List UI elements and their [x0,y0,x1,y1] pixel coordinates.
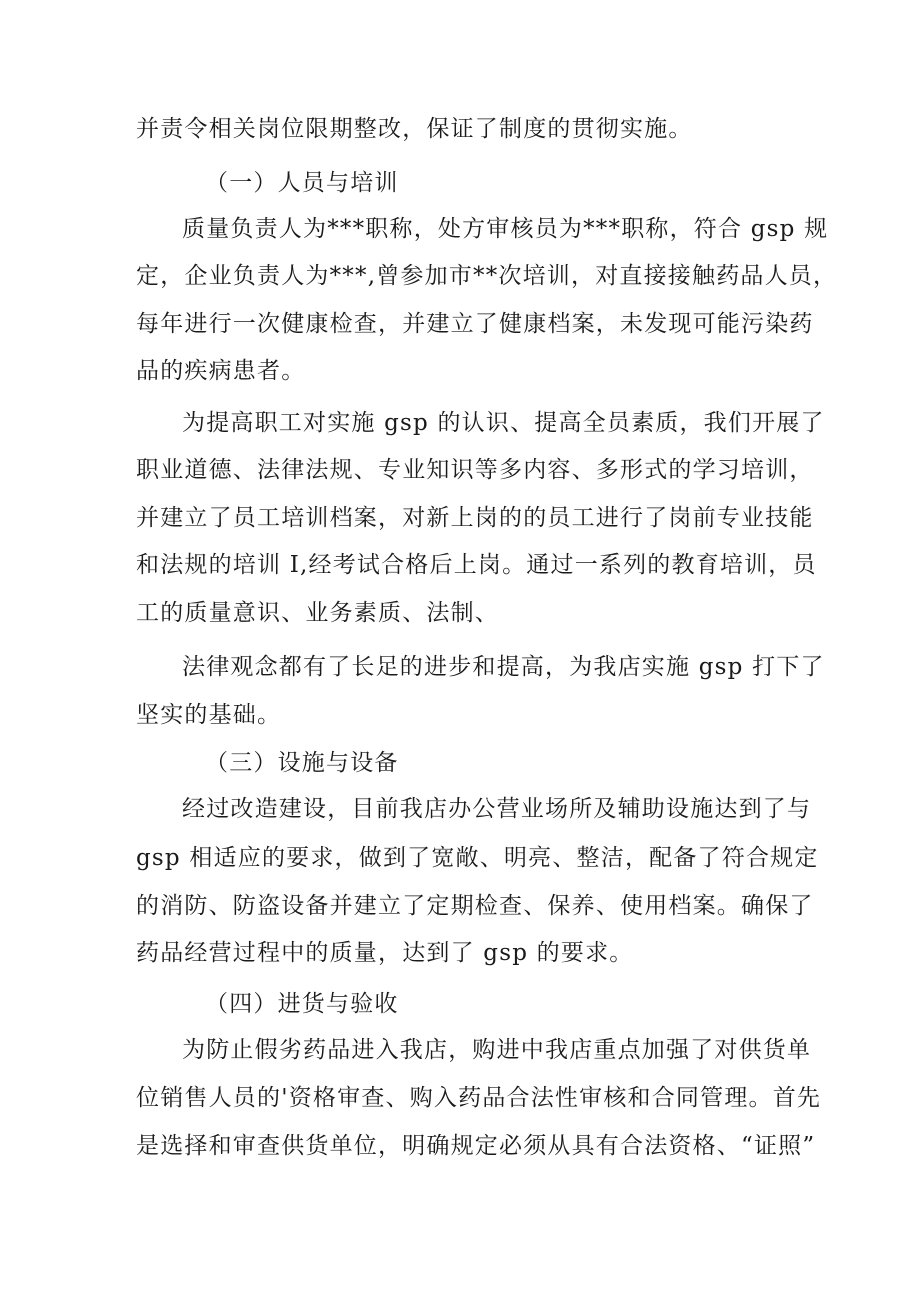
paragraph-line: 每年进行一次健康检查，并建立了健康档案，未发现可能污染药 [136,311,814,337]
section-heading-personnel: （一）人员与培训 [205,170,399,196]
paragraph-line: 药品经营过程中的质量，达到了 gsp 的要求。 [136,940,634,966]
paragraph-line: 法律观念都有了长足的进步和提高，为我店实施 gsp 打下了 [182,654,825,680]
paragraph-line: 坚实的基础。 [136,702,282,728]
paragraph-line: 的消防、防盗设备并建立了定期检查、保养、使用档案。确保了 [136,893,814,919]
paragraph-line: 经过改造建设，目前我店办公营业场所及辅助设施达到了与 [182,796,812,822]
paragraph-line: 质量负责人为***职称，处方审核员为***职称，符合 gsp 规 [182,216,829,242]
paragraph-line: gsp 相适应的要求，做到了宽敞、明亮、整洁，配备了符合规定 [136,845,819,871]
paragraph-line: 为提高职工对实施 gsp 的认识、提高全员素质，我们开展了 [182,410,825,436]
paragraph-line: 定，企业负责人为***,曾参加市**次培训，对直接接触药品人员， [136,263,838,289]
paragraph-line: 和法规的培训 I,经考试合格后上岗。通过一系列的教育培训，员 [136,552,817,578]
section-heading-purchasing: （四）进货与验收 [205,991,399,1017]
paragraph-line: 职业道德、法律法规、专业知识等多内容、多形式的学习培训， [136,457,814,483]
paragraph-line: 并建立了员工培训档案，对新上岗的的员工进行了岗前专业技能 [136,505,814,531]
paragraph-line: 并责令相关岗位限期整改，保证了制度的贯彻实施。 [136,116,693,142]
paragraph-line: 工的质量意识、业务素质、法制、 [136,600,499,626]
paragraph-line: 品的疾病患者。 [136,358,306,384]
paragraph-line: 是选择和审查供货单位，明确规定必须从具有合法资格、“证照” [136,1133,816,1159]
paragraph-line: 位销售人员的'资格审查、购入药品合法性审核和合同管理。首先 [136,1085,822,1111]
paragraph-line: 为防止假劣药品进入我店，购进中我店重点加强了对供货单 [182,1037,812,1063]
section-heading-facilities: （三）设施与设备 [205,750,399,776]
